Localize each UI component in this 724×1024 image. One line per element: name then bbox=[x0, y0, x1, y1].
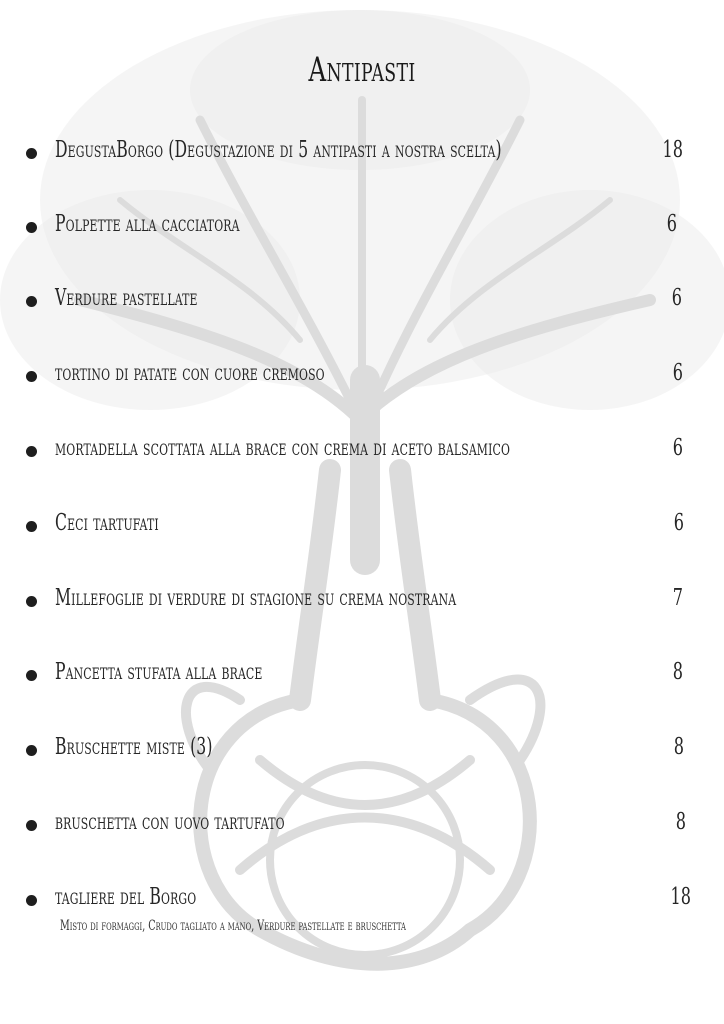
menu-item-price: 6 bbox=[672, 435, 683, 461]
bullet-icon bbox=[26, 670, 37, 681]
menu-item-name: Ceci tartufati bbox=[55, 510, 159, 536]
menu-item bbox=[0, 137, 724, 177]
menu-item-name: DegustaBorgo (Degustazione di 5 antipasti a nostra scelta) bbox=[55, 137, 502, 163]
bullet-icon bbox=[26, 596, 37, 607]
menu-item-name: Polpette alla cacciatora bbox=[55, 211, 240, 237]
bullet-icon bbox=[26, 148, 37, 159]
menu-item-price: 8 bbox=[673, 734, 684, 760]
menu-item-price: 6 bbox=[671, 285, 682, 311]
menu-item-name: mortadella scottata alla brace con crema di aceto balsamico bbox=[55, 435, 511, 461]
menu-item bbox=[0, 809, 724, 849]
menu-item-price: 8 bbox=[675, 809, 686, 835]
menu-item-name: Millefoglie di verdure di stagione su crema nostrana bbox=[55, 585, 457, 611]
menu-item bbox=[0, 510, 724, 550]
bullet-icon bbox=[26, 371, 37, 382]
menu-item-name: Verdure pastellate bbox=[55, 285, 198, 311]
menu-item-price: 6 bbox=[672, 360, 683, 386]
menu-item-price: 18 bbox=[670, 884, 691, 910]
menu-item bbox=[0, 659, 724, 699]
bullet-icon bbox=[26, 820, 37, 831]
menu-item-price: 6 bbox=[673, 510, 684, 536]
menu-item bbox=[0, 734, 724, 774]
menu-item bbox=[0, 435, 724, 475]
bullet-icon bbox=[26, 521, 37, 532]
menu-item-name: tortino di patate con cuore cremoso bbox=[55, 360, 325, 386]
bullet-icon bbox=[26, 895, 37, 906]
menu-item-price: 18 bbox=[662, 137, 683, 163]
menu-item bbox=[0, 585, 724, 625]
menu-item-price: 7 bbox=[672, 585, 683, 611]
menu-item-name: Bruschette miste (3) bbox=[55, 734, 213, 760]
bullet-icon bbox=[26, 296, 37, 307]
menu-item-price: 6 bbox=[666, 211, 677, 237]
menu-item bbox=[0, 360, 724, 400]
menu-item-name: tagliere del Borgo bbox=[55, 884, 197, 910]
bullet-icon bbox=[26, 745, 37, 756]
menu-item-name: Pancetta stufata alla brace bbox=[55, 659, 263, 685]
bullet-icon bbox=[26, 446, 37, 457]
menu-item-description: Misto di formaggi, Crudo tagliato a mano, Verdure pastellate e bruschetta bbox=[60, 918, 406, 934]
page-title: Antipasti bbox=[308, 50, 416, 90]
menu-item-price: 8 bbox=[672, 659, 683, 685]
menu-item-name: bruschetta con uovo tartufato bbox=[55, 809, 285, 835]
menu-item bbox=[0, 211, 724, 251]
menu-item bbox=[0, 285, 724, 325]
bullet-icon bbox=[26, 222, 37, 233]
